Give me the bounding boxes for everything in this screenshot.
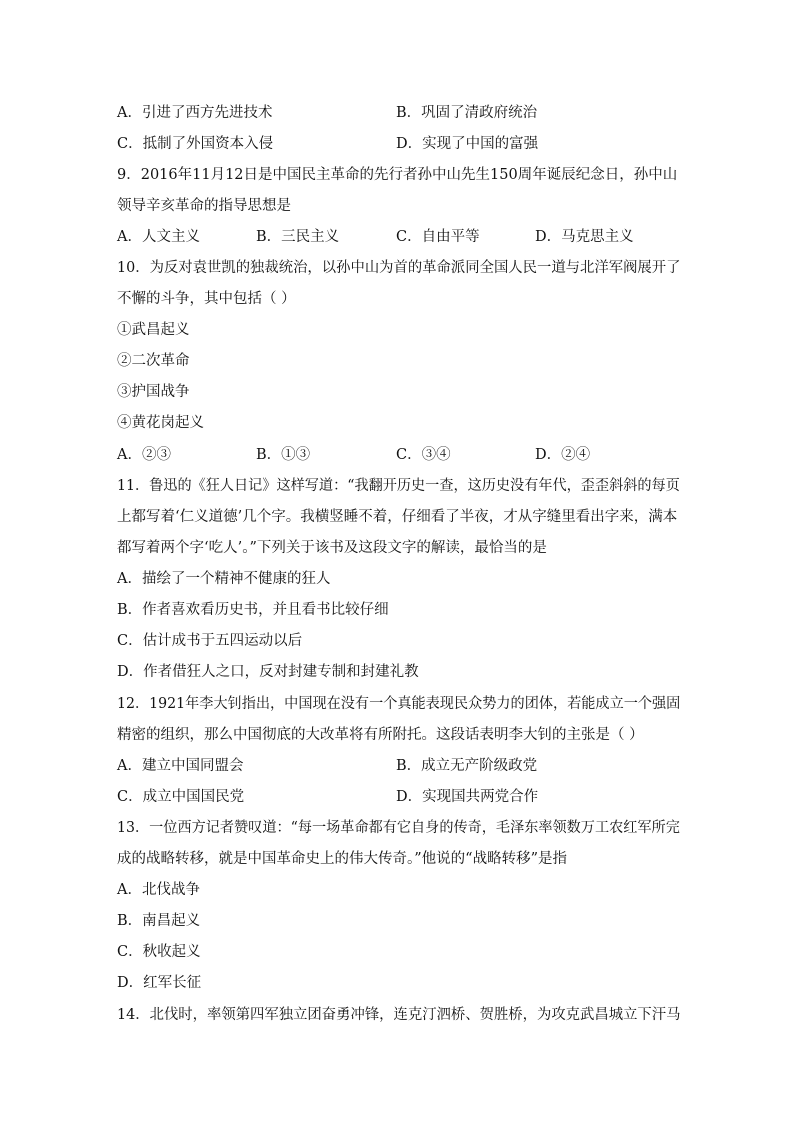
q9-option-c: C．自由平等 — [396, 229, 480, 245]
q13-stem-line2: 成的战略转移，就是中国革命史上的伟大传奇。”他说的“战略转移”是指 — [117, 851, 567, 867]
q9-stem-line2: 领导辛亥革命的指导思想是 — [117, 198, 291, 214]
q10-item-3: ③护国战争 — [117, 384, 190, 400]
q9-option-d: D．马克思主义 — [535, 229, 634, 245]
q13-option-d: D．红军长征 — [117, 975, 202, 991]
q10-option-a: A．②③ — [117, 447, 171, 463]
q11-stem-line2: 上都写着‘仁义道德’几个字。我横竖睡不着，仔细看了半夜，才从字缝里看出字来，满本 — [117, 509, 678, 525]
q10-item-2: ②二次革命 — [117, 353, 190, 369]
q8-option-d: D．实现了中国的富强 — [396, 136, 539, 152]
q11-option-b: B．作者喜欢看历史书，并且看书比较仔细 — [117, 602, 389, 618]
q12-option-b: B．成立无产阶级政党 — [396, 758, 538, 774]
q9-option-a: A．人文主义 — [117, 229, 200, 245]
q10-option-d: D．②④ — [535, 447, 591, 463]
q13-option-a: A．北伐战争 — [117, 882, 200, 898]
q13-option-b: B．南昌起义 — [117, 913, 201, 929]
q10-stem-line1: 10．为反对袁世凯的独裁统治，以孙中山为首的革命派同全国人民一道与北洋军阀展开了 — [117, 260, 681, 276]
q11-stem-line3: 都写着两个字‘吃人’。”下列关于该书及这段文字的解读，最恰当的是 — [117, 540, 547, 556]
q9-stem-line1: 9．2016年11月12日是中国民主革命的先行者孙中山先生150周年诞辰纪念日，孙中山 — [117, 167, 678, 183]
q10-item-4: ④黄花岗起义 — [117, 415, 204, 431]
q11-option-d: D．作者借狂人之口，反对封建专制和封建礼教 — [117, 664, 419, 680]
q11-option-a: A．描绘了一个精神不健康的狂人 — [117, 571, 331, 587]
q10-item-1: ①武昌起义 — [117, 322, 190, 338]
q9-option-b: B．三民主义 — [256, 229, 340, 245]
q10-option-c: C．③④ — [396, 447, 451, 463]
q10-option-b: B．①③ — [256, 447, 311, 463]
q12-option-d: D．实现国共两党合作 — [396, 789, 539, 805]
q13-stem-line1: 13．一位西方记者赞叹道：“每一场革命都有它自身的传奇，毛泽东率领数万工农红军所完 — [117, 820, 680, 836]
q12-stem-line2: 精密的组织，那么中国彻底的大改革将有所附托。这段话表明李大钊的主张是（ ） — [117, 727, 644, 743]
q8-option-c: C．抵制了外国资本入侵 — [117, 136, 274, 152]
q12-option-a: A．建立中国同盟会 — [117, 758, 244, 774]
q12-stem-line1: 12．1921年李大钊指出，中国现在没有一个真能表现民众势力的团体，若能成立一个强固 — [117, 696, 681, 712]
q8-option-a: A．引进了西方先进技术 — [117, 105, 273, 121]
q12-option-c: C．成立中国国民党 — [117, 789, 245, 805]
q11-stem-line1: 11．鲁迅的《狂人日记》这样写道：“我翻开历史一查，这历史没有年代，歪歪斜斜的每页 — [117, 478, 680, 494]
q8-option-b: B．巩固了清政府统治 — [396, 105, 538, 121]
q10-stem-line2: 不懈的斗争，其中包括（ ） — [117, 291, 296, 307]
q14-stem-line1: 14．北伐时，率领第四军独立团奋勇冲锋，连克汀泗桥、贺胜桥，为攻克武昌城立下汗马 — [117, 1007, 681, 1023]
q13-option-c: C．秋收起义 — [117, 944, 201, 960]
q11-option-c: C．估计成书于五四运动以后 — [117, 633, 303, 649]
